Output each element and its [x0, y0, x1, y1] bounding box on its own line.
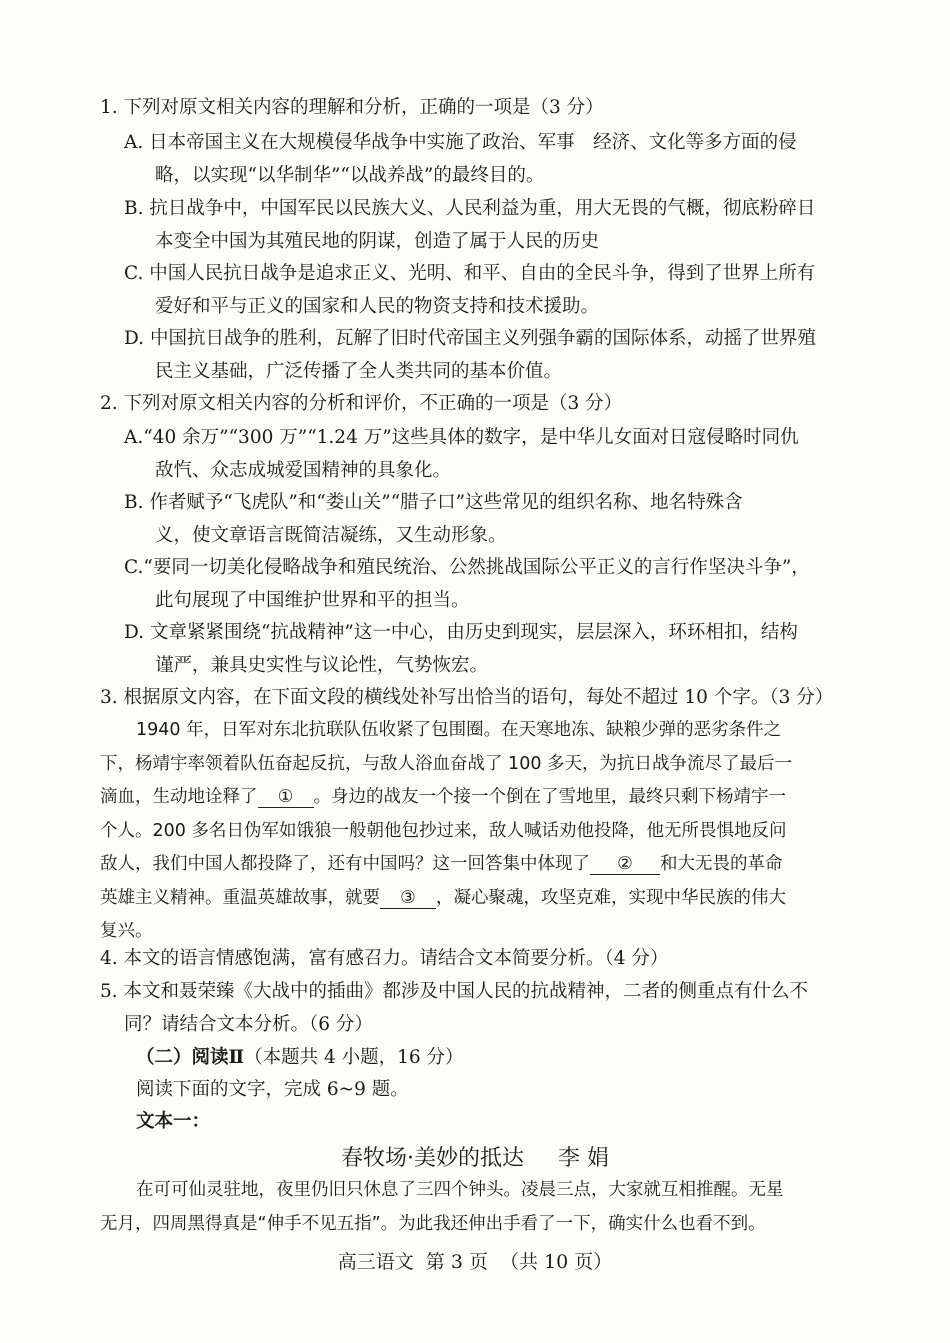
option-text: 中国人民抗日战争是追求正义、光明、和平、自由的全民斗争，得到了世界上所有: [149, 263, 816, 284]
section-heading: [136, 1043, 464, 1073]
question-3-passage: [100, 714, 852, 949]
passage-text: 英雄主义精神。重温英雄故事，就要: [100, 887, 380, 908]
passage-line: 个人。200 多名日伪军如饿狼一般朝他包抄过来，敌人喊话劝他投降，他无所畏惧地反问: [100, 820, 787, 841]
passage-text: 和大无畏的革命: [660, 854, 783, 874]
option-letter: D.: [124, 328, 145, 349]
option-letter: D.: [124, 622, 145, 643]
option-text-continued: 谨严，兼具史实性与议论性，气势恢宏。: [155, 655, 489, 676]
question-2-option-c: [124, 551, 860, 617]
question-5-stem: 5. 本文和聂荣臻《大战中的插曲》都涉及中国人民的抗战精神，二者的侧重点有什么不: [100, 981, 809, 1002]
text-one-label: 文本一：: [136, 1111, 211, 1132]
passage-line: [100, 781, 852, 815]
question-5-stem-continued: 同？请结合文本分析。（6 分）: [124, 1014, 373, 1035]
fill-blank-2: ②: [590, 854, 660, 875]
option-letter: B.: [124, 198, 144, 219]
question-2-stem: 2. 下列对原文相关内容的分析和评价，不正确的一项是（3 分）: [100, 393, 623, 414]
passage-text: 敌人，我们中国人都投降了，还有中国吗？这一回答集中体现了: [100, 854, 590, 874]
passage-line: 下，杨靖宇率领着队伍奋起反抗，与敌人浴血奋战了 100 多天，为抗日战争流尽了最后一: [100, 753, 793, 774]
fill-blank-1: ①: [258, 787, 314, 808]
passage-line: 1940 年，日军对东北抗联队伍收紧了包围圈。在天寒地冻、缺粮少弹的恶劣条件之: [136, 720, 782, 740]
option-letter: B.: [124, 492, 144, 513]
article-line: 在可可仙灵驻地，夜里仍旧只休息了三四个钟头。凌晨三点，大家就互相推醒。无星: [136, 1180, 784, 1200]
question-1-option-c: [124, 257, 860, 323]
option-text: 日本帝国主义在大规模侵华战争中实施了政治、军事 经济、文化等多方面的侵: [149, 132, 797, 153]
question-4-stem: 4. 本文的语言情感饱满，富有感召力。请结合文本简要分析。（4 分）: [100, 948, 669, 969]
passage-text: 滴血，生动地诠释了: [100, 787, 258, 807]
footer-subject: 高三语文: [337, 1251, 414, 1273]
option-text: 中国抗日战争的胜利，瓦解了旧时代帝国主义列强争霸的国际体系，动摇了世界殖: [149, 328, 816, 349]
article-line: 无月，四周黑得真是“伸手不见五指”。为此我还伸出手看了一下，确实什么也看不到。: [100, 1213, 766, 1234]
passage-text: ，凝心聚魂，攻坚克难，实现中华民族的伟大: [436, 887, 786, 908]
option-text-continued: 义，使文章语言既简洁凝练，又生动形象。: [155, 525, 507, 546]
question-1-option-b: [124, 192, 860, 258]
footer-page: 第 3 页: [425, 1251, 488, 1273]
article-author: 李 娟: [558, 1146, 609, 1171]
option-letter: C.: [124, 263, 144, 284]
question-1-option-a: [124, 126, 860, 192]
option-text-continued: 略，以实现“以华制华”“以战养战”的最终目的。: [155, 165, 545, 186]
page-footer: [0, 1247, 950, 1274]
option-text-continued: 此句展现了中国维护世界和平的担当。: [155, 590, 470, 611]
question-3-stem: 3. 根据原文内容，在下面文段的横线处补写出恰当的语句，每处不超过 10 个字。（3 分）: [100, 687, 834, 708]
option-text-continued: 敌忾、众志成城爱国精神的具象化。: [155, 460, 452, 481]
option-text: “40 余万”“300 万”“1.24 万”这些具体的数字，是中华儿女面对日寇侵略时同仇: [143, 427, 799, 448]
section-instruction: 阅读下面的文字，完成 6~9 题。: [136, 1079, 409, 1100]
option-text-continued: 民主义基础，广泛传播了全人类共同的基本价值。: [155, 361, 563, 382]
option-text: 作者赋予“飞虎队”和“娄山关”“腊子口”这些常见的组织名称、地名特殊含: [149, 492, 743, 513]
fill-blank-3: ③: [380, 888, 436, 909]
section-note: （本题共 4 小题，16 分）: [244, 1047, 464, 1068]
passage-line: [100, 882, 852, 916]
option-letter: C.: [124, 557, 144, 578]
section-title: （二）阅读Ⅱ: [136, 1047, 245, 1068]
option-letter: A.: [124, 132, 144, 153]
passage-text: 。身边的战友一个接一个倒在了雪地里，最终只剩下杨靖宇一: [313, 787, 786, 807]
question-2-option-a: [124, 421, 860, 487]
option-text: 文章紧紧围绕“抗战精神”这一中心，由历史到现实，层层深入，环环相扣，结构: [149, 622, 798, 643]
option-text-continued: 爱好和平与正义的国家和人民的物资支持和技术援助。: [155, 296, 600, 317]
option-text: 抗日战争中，中国军民以民族大义、人民利益为重，用大无畏的气概，彻底粉碎日: [149, 198, 816, 219]
option-text: “要同一切美化侵略战争和殖民统治、公然挑战国际公平正义的言行作坚决斗争”，: [143, 557, 810, 578]
passage-line: [100, 848, 852, 882]
article-title-line: [0, 1141, 950, 1172]
option-text-continued: 本变全中国为其殖民地的阴谋，创造了属于人民的历史: [155, 231, 600, 252]
option-letter: A.: [124, 427, 144, 448]
question-2-option-d: [124, 616, 860, 682]
passage-line: 复兴。: [100, 921, 153, 941]
article-body: [100, 1174, 852, 1241]
article-title: 春牧场·美妙的抵达: [341, 1146, 524, 1171]
question-1-option-d: [124, 322, 860, 388]
question-2-option-b: [124, 486, 860, 552]
footer-total: （共 10 页）: [499, 1251, 613, 1273]
question-1-stem: 1. 下列对原文相关内容的理解和分析，正确的一项是（3 分）: [100, 97, 604, 118]
